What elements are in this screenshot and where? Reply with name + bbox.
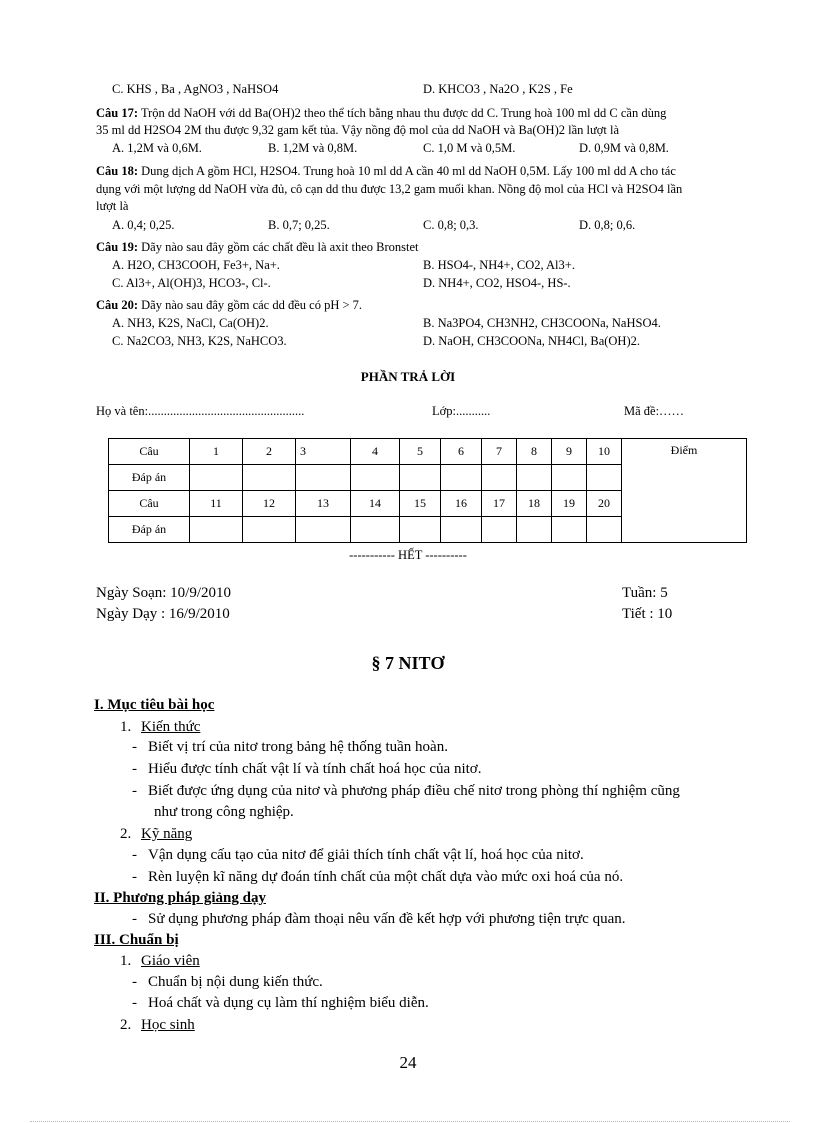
page-number: 24 <box>399 1053 417 1072</box>
date-prepared: Ngày Soạn: 10/9/2010 <box>96 585 231 601</box>
q18-option-c: C. 0,8; 0,3. <box>423 218 479 232</box>
table-cell: 5 <box>400 439 441 465</box>
table-cell: 11 <box>190 491 243 517</box>
answer-cell[interactable] <box>400 517 441 543</box>
list-item: - Biết được ứng dụng của nitơ và phương pháp điều chế nitơ trong phòng thí nghiệm cũng <box>132 783 680 799</box>
q19-option-a: A. H2O, CH3COOH, Fe3+, Na+. <box>112 258 280 272</box>
answer-cell[interactable] <box>482 465 517 491</box>
list-item-continuation: như trong công nghiệp. <box>154 804 294 820</box>
section1-sub1 <box>120 719 200 736</box>
q19-option-c: C. Al3+, Al(OH)3, HCO3-, Cl-. <box>112 276 271 290</box>
q18-option-b: B. 0,7; 0,25. <box>268 218 330 232</box>
q17-line1 <box>96 104 666 122</box>
answer-cell[interactable] <box>441 465 482 491</box>
answer-cell[interactable] <box>190 465 243 491</box>
answer-cell[interactable] <box>517 465 552 491</box>
answer-cell[interactable] <box>190 517 243 543</box>
table-cell: 15 <box>400 491 441 517</box>
table-cell: 12 <box>243 491 296 517</box>
q20-option-b: B. Na3PO4, CH3NH2, CH3COONa, NaHSO4. <box>423 316 661 330</box>
section2-heading: II. Phương pháp giảng dạy <box>94 890 266 906</box>
q18-label: Câu 18: <box>96 164 139 178</box>
sub-number: 2. <box>120 826 132 842</box>
answer-table <box>108 438 747 543</box>
answer-cell[interactable] <box>351 517 400 543</box>
q19-line1 <box>96 238 419 256</box>
list-item: - Chuẩn bị nội dung kiến thức. <box>132 974 323 990</box>
sub-title: Giáo viên <box>141 953 200 969</box>
table-cell: 17 <box>482 491 517 517</box>
q20-label: Câu 20: <box>96 298 139 312</box>
table-cell: 4 <box>351 439 400 465</box>
q17-line2: 35 ml dd H2SO4 2M thu được 9,32 gam kết tủa. Vậy nồng độ mol của dd NaOH và Ba(OH)2 lần lượt là <box>96 123 619 137</box>
q18-text-1: Dung dịch A gồm HCl, H2SO4. Trung hoà 10 ml dd A cần 40 ml dd NaOH 0,5M. Lấy 100 ml dd A cho tác <box>141 164 676 178</box>
diem-label: Điểm <box>622 439 747 543</box>
q19-text: Dãy nào sau đây gồm các chất đều là axit theo Bronstet <box>141 240 419 254</box>
table-cell: 13 <box>296 491 351 517</box>
dap-an-label: Đáp án <box>109 517 190 543</box>
table-cell: 10 <box>587 439 622 465</box>
q18-line1 <box>96 162 676 180</box>
table-cell: 20 <box>587 491 622 517</box>
q18-line2: dụng với một lượng dd NaOH vừa đủ, cô cạn dd thu được 13,2 gam muối khan. Nồng độ mol của HCl và H2SO4 lần <box>96 182 683 196</box>
answer-cell[interactable] <box>351 465 400 491</box>
list-item: - Hoá chất và dụng cụ làm thí nghiệm biểu diễn. <box>132 995 429 1011</box>
sub-title: Học sinh <box>141 1017 195 1033</box>
q17-label: Câu 17: <box>96 106 139 120</box>
date-taught: Ngày Dạy : 16/9/2010 <box>96 606 230 622</box>
q17-option-a: A. 1,2M và 0,6M. <box>112 141 202 155</box>
q19-option-d: D. NH4+, CO2, HSO4-, HS-. <box>423 276 571 290</box>
table-cell: 18 <box>517 491 552 517</box>
q18-option-d: D. 0,8; 0,6. <box>579 218 636 232</box>
table-cell: 2 <box>243 439 296 465</box>
sub-number: 2. <box>120 1017 132 1033</box>
cau-label: Câu <box>109 491 190 517</box>
q20-text: Dãy nào sau đây gồm các dd đều có pH > 7. <box>141 298 363 312</box>
q17-option-c: C. 1,0 M và 0,5M. <box>423 141 516 155</box>
answer-cell[interactable] <box>587 465 622 491</box>
table-cell: 14 <box>351 491 400 517</box>
class-field: Lớp:........... <box>432 404 491 418</box>
answer-cell[interactable] <box>243 465 296 491</box>
q20-line1 <box>96 296 362 314</box>
sub-number: 1. <box>120 953 132 969</box>
name-field: Họ và tên:.................................................. <box>96 404 305 418</box>
cau-label: Câu <box>109 439 190 465</box>
section1-sub2 <box>120 826 192 843</box>
list-item: - Hiểu được tính chất vật lí và tính chất hoá học của nitơ. <box>132 761 482 777</box>
answer-cell[interactable] <box>552 465 587 491</box>
q16-option-c: C. KHS , Ba , AgNO3 , NaHSO4 <box>112 82 279 96</box>
list-item: - Sử dụng phương pháp đàm thoại nêu vấn đề kết hợp với phương tiện trực quan. <box>132 911 626 927</box>
q17-text-1: Trộn dd NaOH với dd Ba(OH)2 theo thể tích bằng nhau thu được dd C. Trung hoà 100 ml dd C cần dùng <box>140 106 667 120</box>
sub-title: Kỹ năng <box>141 826 193 842</box>
section3-heading: III. Chuẩn bị <box>94 932 179 948</box>
q20-option-d: D. NaOH, CH3COONa, NH4Cl, Ba(OH)2. <box>423 334 640 348</box>
answer-cell[interactable] <box>441 517 482 543</box>
table-cell: 7 <box>482 439 517 465</box>
answer-cell[interactable] <box>587 517 622 543</box>
q18-option-a: A. 0,4; 0,25. <box>112 218 175 232</box>
page-bottom-border <box>30 1121 790 1122</box>
table-cell: 9 <box>552 439 587 465</box>
q18-line3: lượt là <box>96 199 129 213</box>
list-item: - Biết vị trí của nitơ trong bảng hệ thống tuần hoàn. <box>132 739 448 755</box>
answer-cell[interactable] <box>517 517 552 543</box>
answer-cell[interactable] <box>400 465 441 491</box>
section3-sub1 <box>120 953 200 970</box>
answer-section-title: PHẦN TRẢ LỜI <box>360 369 456 384</box>
q19-option-b: B. HSO4-, NH4+, CO2, Al3+. <box>423 258 575 272</box>
table-row <box>109 439 747 465</box>
table-cell: 3 <box>296 439 351 465</box>
answer-cell[interactable] <box>552 517 587 543</box>
period: Tiết : 10 <box>622 606 673 622</box>
table-cell: 6 <box>441 439 482 465</box>
week: Tuần: 5 <box>622 585 668 601</box>
table-cell: 8 <box>517 439 552 465</box>
lesson-title: § 7 NITƠ <box>371 653 445 673</box>
sub-title: Kiến thức <box>141 719 201 735</box>
table-cell: 19 <box>552 491 587 517</box>
q19-label: Câu 19: <box>96 240 139 254</box>
answer-cell[interactable] <box>296 517 351 543</box>
answer-cell[interactable] <box>296 465 351 491</box>
q20-option-a: A. NH3, K2S, NaCl, Ca(OH)2. <box>112 316 269 330</box>
section1-heading: I. Mục tiêu bài học <box>94 697 215 713</box>
list-item: - Rèn luyện kĩ năng dự đoán tính chất của một chất dựa vào mức oxi hoá của nó. <box>132 869 624 885</box>
answer-cell[interactable] <box>482 517 517 543</box>
dap-an-label: Đáp án <box>109 465 190 491</box>
answer-cell[interactable] <box>243 517 296 543</box>
q16-option-d: D. KHCO3 , Na2O , K2S , Fe <box>423 82 573 96</box>
table-cell: 16 <box>441 491 482 517</box>
exam-code-field: Mã đề:…… <box>624 404 685 418</box>
end-marker: ----------- HẾT ---------- <box>349 548 467 562</box>
table-cell: 1 <box>190 439 243 465</box>
section3-sub2 <box>120 1017 195 1034</box>
q20-option-c: C. Na2CO3, NH3, K2S, NaHCO3. <box>112 334 287 348</box>
q17-option-b: B. 1,2M và 0,8M. <box>268 141 358 155</box>
sub-number: 1. <box>120 719 132 735</box>
q17-option-d: D. 0,9M và 0,8M. <box>579 141 669 155</box>
list-item: - Vận dụng cấu tạo của nitơ để giải thích tính chất vật lí, hoá học của nitơ. <box>132 847 584 863</box>
